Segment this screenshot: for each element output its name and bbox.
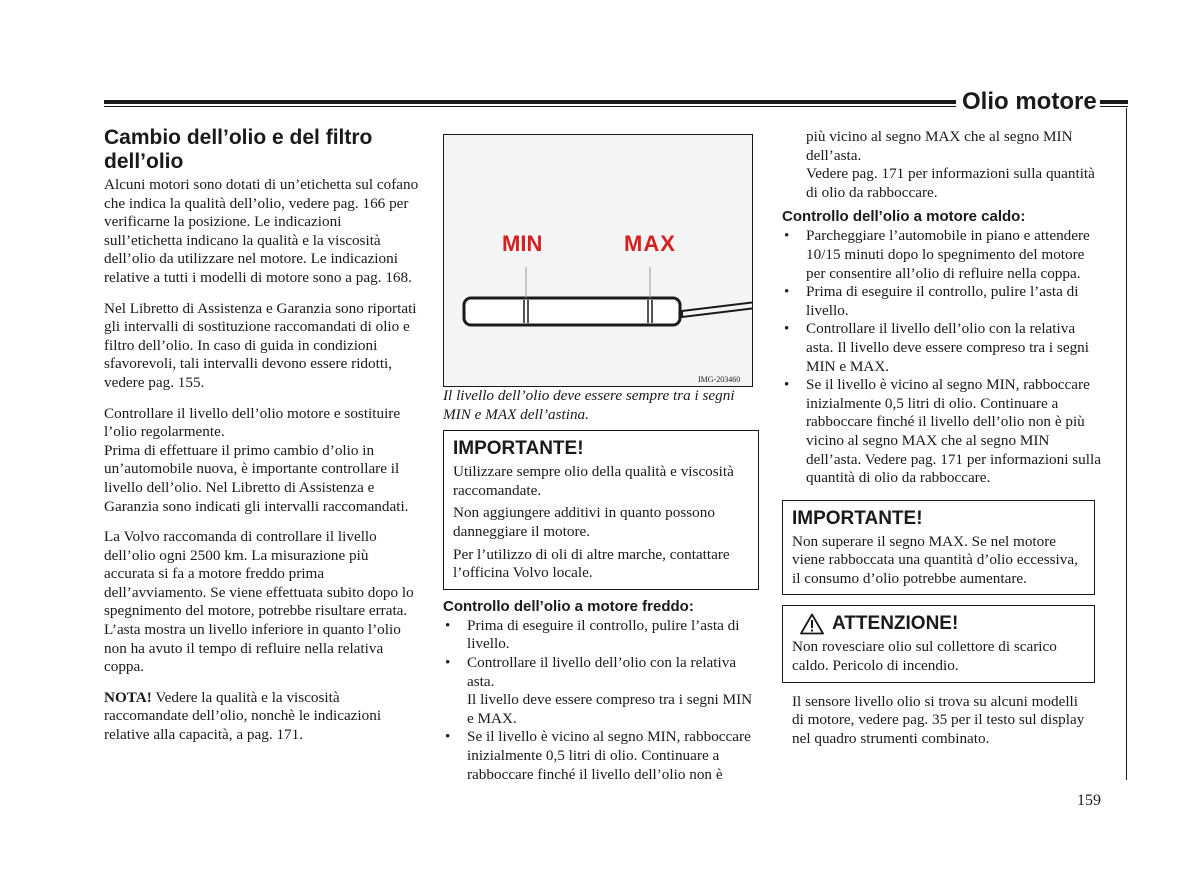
warning-box-header bbox=[800, 612, 1085, 636]
dipstick-rod bbox=[682, 301, 752, 317]
important-box-2 bbox=[782, 500, 1095, 596]
hot-check-heading: Controllo dell’olio a motore caldo: bbox=[782, 208, 1026, 226]
bullet-icon: • bbox=[784, 227, 790, 245]
important-box-1-p2: Non aggiungere additivi in quanto possono danneggiare il motore. bbox=[453, 504, 715, 540]
paragraph-label-info: Alcuni motori sono dotati di un’etichetta sul cofano che indica la qualità dell’olio, vedere pag. 166 per verificarne la posizione. Le indicazioni sull’etichetta indicano la qualità e la viscosità dell’olio da utilizzare nel motore. Le indicazioni relative a tutti i modelli di motore sono a pag. 168. bbox=[104, 176, 419, 286]
hot-check-list bbox=[782, 227, 1102, 487]
paragraph-volvo-recommends: La Volvo raccomanda di controllare il livello dell’olio ogni 2500 km. La misurazione più accurata si fa a motore freddo prima dell’avviamento. Se viene effettuata subito dopo lo spegnimento del motore, potrebbe risultare errata. L’asta mostra un livello inferiore in quanto l’olio non ha avuto il tempo di refluire nella relativa coppa. bbox=[104, 528, 414, 676]
bullet-icon: • bbox=[445, 616, 451, 634]
list-item-text: Controllare il livello dell’olio con la relativa asta. Il livello deve essere compreso tra i segni MIN e MAX. bbox=[806, 320, 1089, 375]
column-middle bbox=[443, 134, 759, 784]
max-label: MAX bbox=[624, 231, 676, 256]
important-box-1-title: IMPORTANTE! bbox=[453, 438, 584, 460]
list-item-text: Se il livello è vicino al segno MIN, rabboccare inizialmente 0,5 litri di olio. Continuare a rabboccare finché il livello dell’olio non è più vicino al segno MAX che al segno MIN dell’asta. Vedere pag. 171 per informazioni sulla quantità di olio da rabboccare. bbox=[806, 376, 1101, 487]
bullet-icon: • bbox=[784, 283, 790, 301]
column-divider-rule bbox=[1126, 108, 1127, 780]
bullet-icon: • bbox=[445, 728, 451, 746]
nota-label: NOTA! bbox=[104, 688, 152, 706]
bullet-icon: • bbox=[445, 653, 451, 671]
page-number: 159 bbox=[1077, 792, 1101, 809]
list-item bbox=[443, 654, 759, 728]
dipstick-figure bbox=[443, 134, 753, 387]
header-rule-right-thin bbox=[1100, 106, 1128, 107]
image-code: IMG-203460 bbox=[698, 375, 741, 384]
continued-text-2: Vedere pag. 171 per informazioni sulla quantità di olio da rabboccare. bbox=[806, 165, 1095, 201]
list-item-text: Prima di eseguire il controllo, pulire l’asta di livello. bbox=[806, 283, 1079, 319]
list-item bbox=[782, 283, 1102, 320]
important-box-2-p1: Non superare il segno MAX. Se nel motore viene rabboccata una quantità d’olio eccessiva, il consumo d’olio potrebbe aumentare. bbox=[792, 532, 1078, 587]
paragraph-check-regularly: Controllare il livello dell’olio motore e sostituire l’olio regolarmente. bbox=[104, 404, 401, 441]
important-box-1 bbox=[443, 430, 759, 590]
paragraph-service-booklet: Nel Libretto di Assistenza e Garanzia sono riportati gli intervalli di sostituzione raccomandati di olio e filtro dell’olio. In caso di guida in condizioni sfavorevoli, tali intervalli devono essere ridotti, vedere pag. 155. bbox=[104, 299, 417, 391]
warning-box-title: ATTENZIONE! bbox=[832, 613, 959, 635]
sensor-paragraph: Il sensore livello olio si trova su alcuni modelli di motore, vedere pag. 35 per il testo sul display nel quadro strumenti combinato. bbox=[792, 692, 1085, 747]
cold-check-list bbox=[443, 617, 759, 784]
important-box-1-p3: Per l’utilizzo di oli di altre marche, contattare l’officina Volvo locale. bbox=[453, 545, 730, 582]
dipstick-illustration bbox=[444, 135, 752, 386]
header-rule-left-thin bbox=[104, 106, 956, 107]
header-rule-right bbox=[1100, 100, 1128, 104]
warning-box-p1: Non rovesciare olio sul collettore di scarico caldo. Pericolo di incendio. bbox=[792, 638, 1057, 675]
header-rule-left bbox=[104, 100, 956, 104]
list-item-text: Parcheggiare l’automobile in piano e attendere 10/15 minuti dopo lo spegnimento del motore per consentire all’olio di refluire nella coppa. bbox=[806, 227, 1090, 282]
important-box-1-p1: Utilizzare sempre olio della qualità e viscosità raccomandate. bbox=[453, 463, 734, 499]
warning-box bbox=[782, 605, 1095, 682]
nota-text: Vedere la qualità e la viscosità raccomandate dell’olio, nonchè le indicazioni relative alla capacità, a pag. 171. bbox=[104, 688, 382, 744]
min-label: MIN bbox=[502, 231, 543, 256]
list-item-text: Se il livello è vicino al segno MIN, rabboccare inizialmente 0,5 litri di olio. Continuare a rabboccare finché il livello dell’olio non è bbox=[467, 728, 751, 783]
continued-text-1: più vicino al segno MAX che al segno MIN dell’asta. bbox=[806, 128, 1073, 164]
list-item bbox=[782, 376, 1102, 488]
list-item bbox=[782, 227, 1102, 283]
warning-triangle-icon bbox=[800, 613, 824, 635]
column-left bbox=[104, 126, 420, 745]
page-header-title: Olio motore bbox=[962, 88, 1097, 115]
list-item-text-2: Il livello deve essere compreso tra i segni MIN e MAX. bbox=[467, 691, 753, 727]
list-item bbox=[443, 728, 759, 784]
column-right bbox=[782, 128, 1102, 748]
paragraph-first-change: Prima di effettuare il primo cambio d’olio in un’automobile nuova, è importante controllare il livello dell’olio. Nel Libretto di Assistenza e Garanzia sono indicati gli intervalli raccomandati. bbox=[104, 441, 409, 515]
bullet-icon: • bbox=[784, 376, 790, 394]
list-item bbox=[443, 617, 759, 654]
bullet-icon: • bbox=[784, 320, 790, 338]
cold-check-heading: Controllo dell’olio a motore freddo: bbox=[443, 597, 694, 615]
list-item-text: Prima di eseguire il controllo, pulire l’asta di livello. bbox=[467, 616, 740, 653]
important-box-2-title: IMPORTANTE! bbox=[792, 507, 923, 529]
nota-paragraph bbox=[104, 689, 420, 745]
list-item-text: Controllare il livello dell’olio con la relativa asta. bbox=[467, 653, 737, 690]
list-item bbox=[782, 320, 1102, 376]
figure-caption: Il livello dell’olio deve essere sempre tra i segni MIN e MAX dell’astina. bbox=[443, 387, 735, 423]
section-title: Cambio dell’olio e del filtro dell’olio bbox=[104, 126, 373, 173]
